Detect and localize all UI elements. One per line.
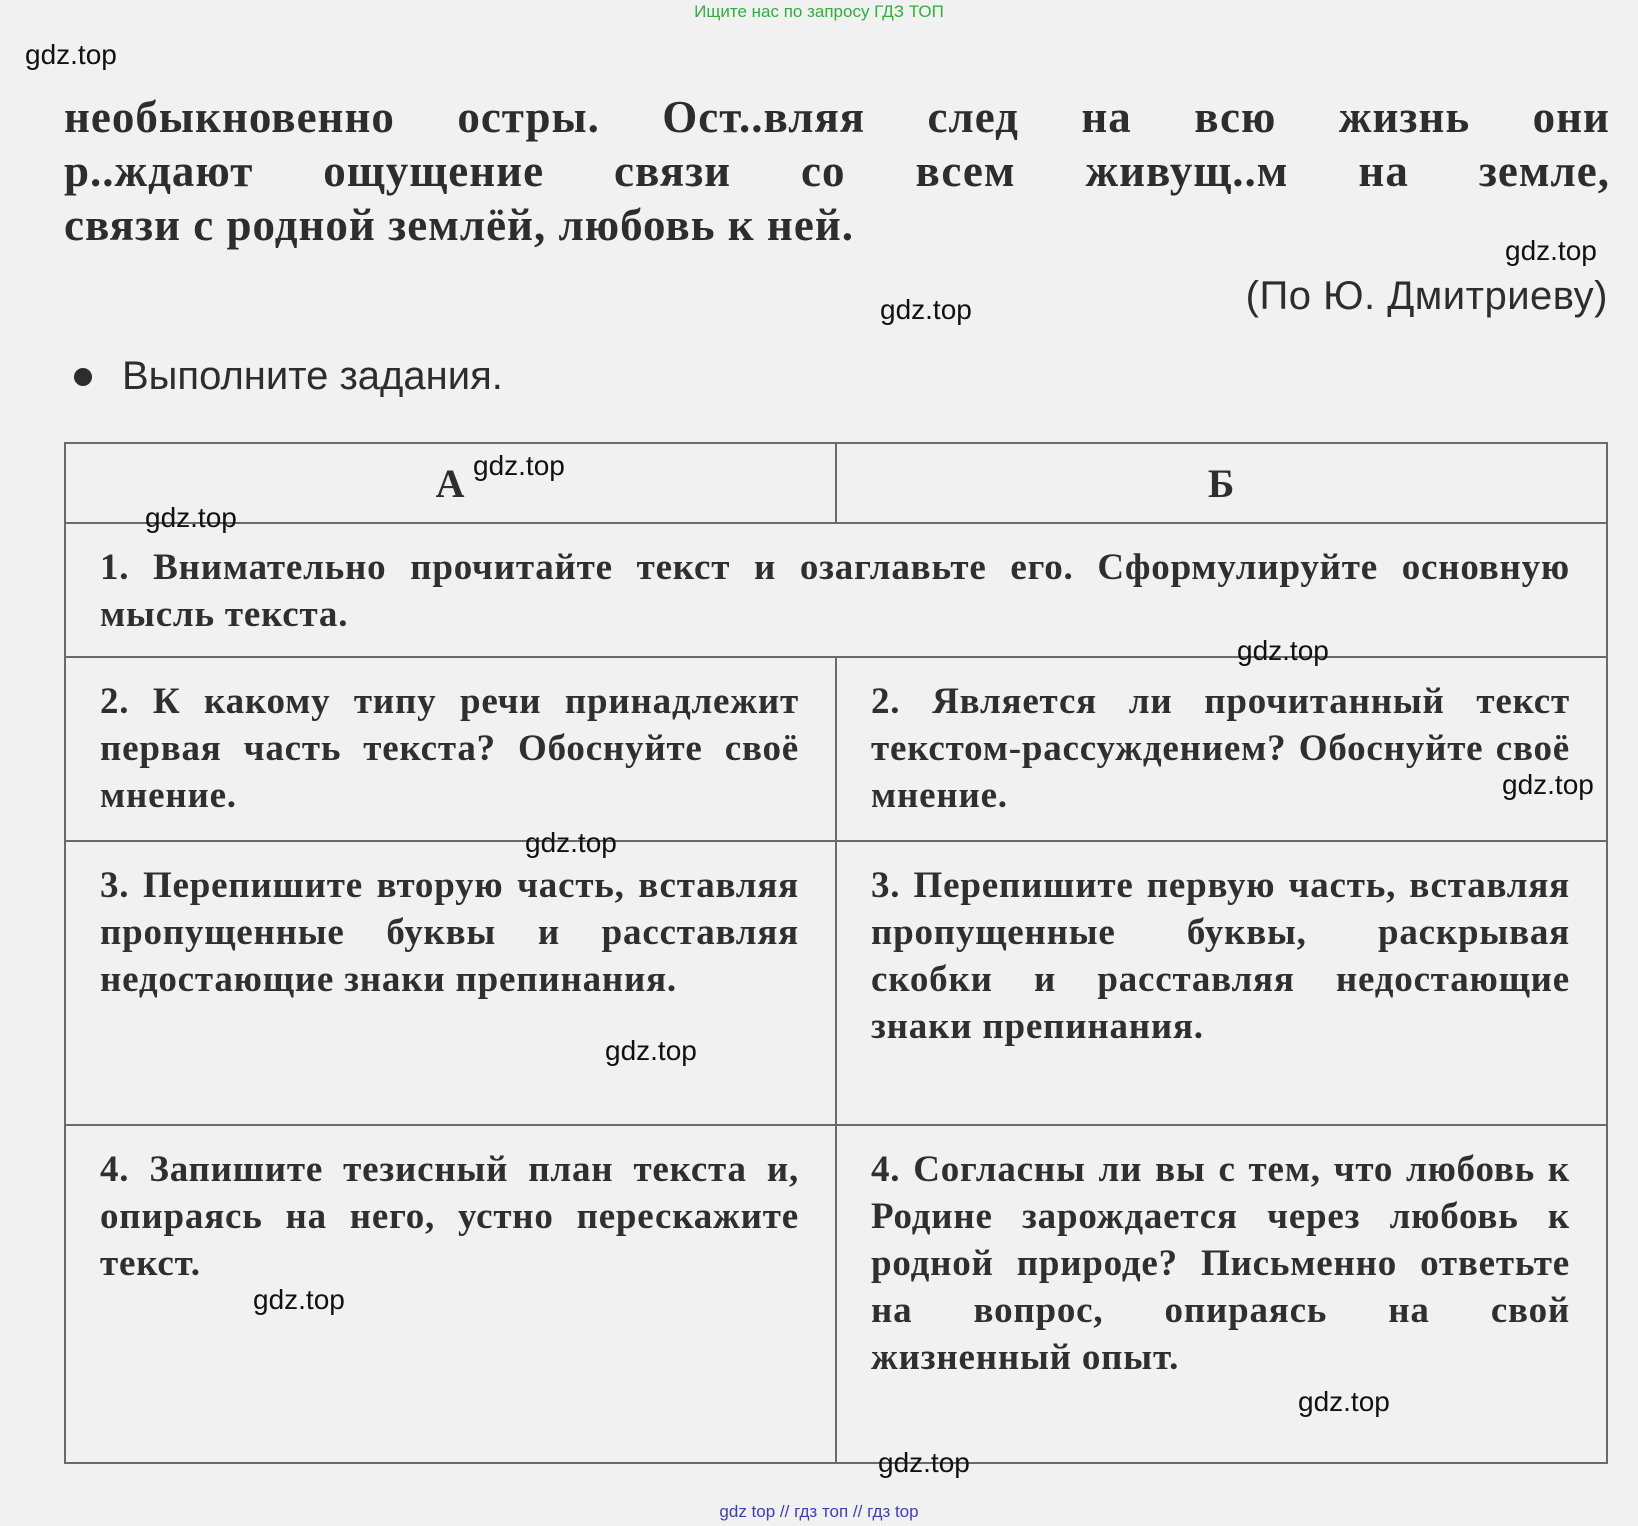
paragraph-line-1: необыкновенно остры. Ост..вляя след на всю жизнь они bbox=[64, 92, 1610, 142]
watermark: gdz.top bbox=[1298, 1386, 1390, 1417]
task-intro bbox=[70, 354, 503, 399]
paragraph-line-3: связи с родной землёй, любовь к ней. bbox=[64, 200, 854, 250]
top-banner: Ищите нас по запросу ГДЗ ТОП bbox=[694, 2, 944, 21]
task-intro-text: Выполните задания. bbox=[122, 354, 503, 398]
task-cell-shared bbox=[65, 523, 1607, 657]
table-header-row bbox=[65, 443, 1607, 523]
bullet-icon bbox=[74, 368, 92, 386]
paragraph-line-2: р..ждают ощущение связи со всем живущ..м на земле, bbox=[64, 146, 1610, 196]
task-cell-b bbox=[836, 841, 1607, 1125]
watermark: gdz.top bbox=[145, 502, 237, 533]
watermark: gdz.top bbox=[253, 1284, 345, 1315]
task-text: 2. К какому типу речи принадлежит первая часть текста? Обоснуйте своё мнение. bbox=[100, 681, 799, 816]
watermark: gdz.top bbox=[605, 1035, 697, 1066]
bottom-banner: gdz top // гдз топ // гдз top bbox=[719, 1502, 919, 1521]
table-row bbox=[65, 841, 1607, 1125]
watermark: gdz.top bbox=[1237, 635, 1329, 666]
watermark: gdz.top bbox=[525, 827, 617, 858]
task-cell-a bbox=[65, 841, 836, 1125]
task-cell-b bbox=[836, 1125, 1607, 1463]
task-text: 1. Внимательно прочитайте текст и озаглавьте его. Сформулируйте основную мысль текста. bbox=[100, 547, 1570, 635]
watermark: gdz.top bbox=[473, 450, 565, 481]
task-text: 4. Согласны ли вы с тем, что любовь к Родине зарождается через любовь к родной природе? Письменно ответьте на вопрос, опираясь на свой жизненный опыт. bbox=[871, 1149, 1570, 1378]
watermark: gdz.top bbox=[1502, 769, 1594, 800]
table-row bbox=[65, 657, 1607, 841]
author-citation: (По Ю. Дмитриеву) bbox=[1245, 274, 1608, 318]
table-row bbox=[65, 523, 1607, 657]
task-cell-a bbox=[65, 657, 836, 841]
task-text: 3. Перепишите вторую часть, вставляя пропущенные буквы и расставляя недостающие знаки препинания. bbox=[100, 865, 799, 1000]
watermark: gdz.top bbox=[878, 1447, 970, 1478]
watermark: gdz.top bbox=[880, 294, 972, 325]
watermark: gdz.top bbox=[1505, 235, 1597, 266]
task-cell-a bbox=[65, 1125, 836, 1463]
watermark: gdz.top bbox=[25, 39, 117, 70]
task-text: 2. Является ли прочитанный текст текстом-рассуждением? Обоснуйте своё мнение. bbox=[871, 681, 1570, 816]
task-text: 3. Перепишите первую часть, вставляя пропущенные буквы, раскрывая скобки и расставляя недостающие знаки препинания. bbox=[871, 865, 1570, 1047]
column-header-b: Б bbox=[836, 443, 1607, 523]
task-text: 4. Запишите тезисный план текста и, опираясь на него, устно перескажите текст. bbox=[100, 1149, 799, 1284]
column-header-a: А bbox=[65, 443, 836, 523]
task-cell-b bbox=[836, 657, 1607, 841]
